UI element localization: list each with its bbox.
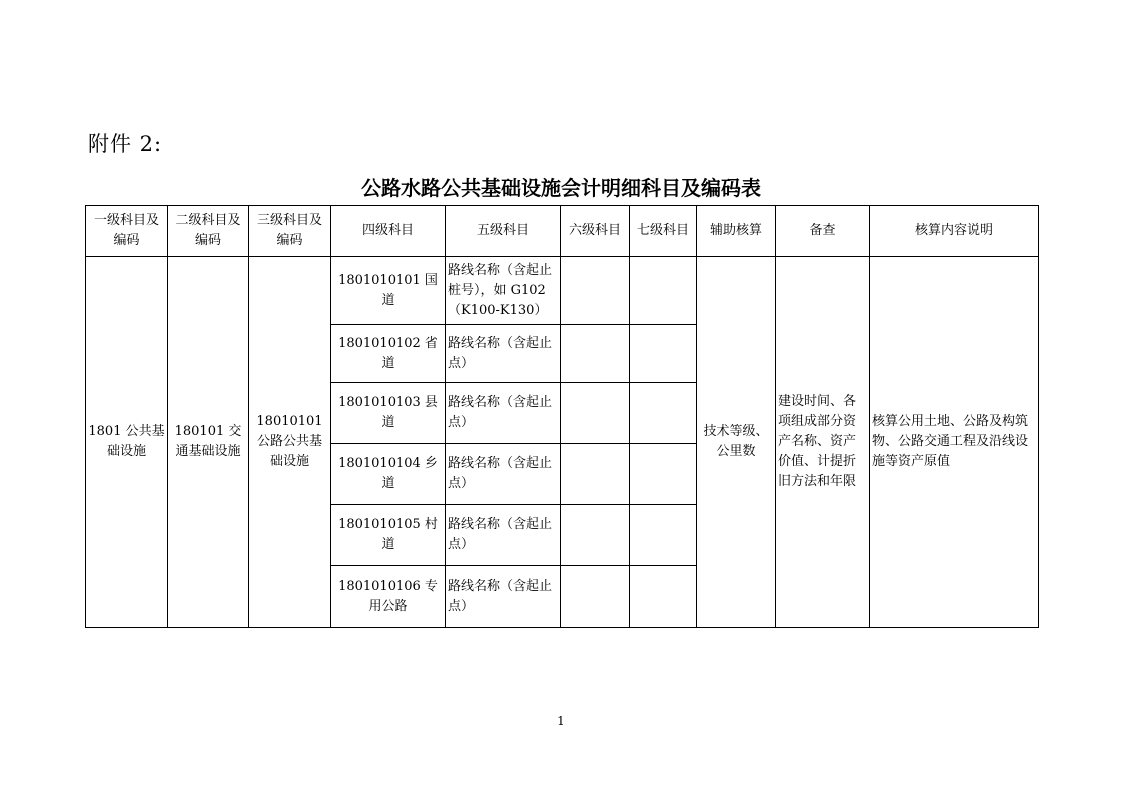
- header-level6: 六级科目: [561, 206, 630, 257]
- attachment-label: 附件 2:: [88, 132, 163, 156]
- header-level1: 一级科目及编码: [86, 206, 168, 257]
- level4-cell: 1801010106 专用公路: [331, 566, 446, 628]
- description-cell: 核算公用土地、公路及构筑物、公路交通工程及沿线设施等资产原值: [870, 257, 1039, 628]
- level7-cell: [630, 444, 697, 505]
- table-row: [86, 257, 1039, 325]
- account-code-table: [85, 205, 1039, 628]
- level6-cell: [561, 444, 630, 505]
- level5-cell: 路线名称（含起止点）: [446, 505, 561, 566]
- level4-cell: 1801010103 县道: [331, 383, 446, 444]
- level5-cell: 路线名称（含起止点）: [446, 383, 561, 444]
- header-level3: 三级科目及编码: [249, 206, 331, 257]
- level6-cell: [561, 257, 630, 325]
- level4-cell: 1801010104 乡道: [331, 444, 446, 505]
- level6-cell: [561, 566, 630, 628]
- level7-cell: [630, 505, 697, 566]
- level6-cell: [561, 383, 630, 444]
- level7-cell: [630, 383, 697, 444]
- header-level7: 七级科目: [630, 206, 697, 257]
- auxiliary-cell: 技术等级、公里数: [697, 257, 776, 628]
- level7-cell: [630, 566, 697, 628]
- level2-cell: 180101 交通基础设施: [168, 257, 249, 628]
- level1-cell: 1801 公共基础设施: [86, 257, 168, 628]
- level5-cell: 路线名称（含起止点）: [446, 566, 561, 628]
- header-description: 核算内容说明: [870, 206, 1039, 257]
- page-title: 公路水路公共基础设施会计明细科目及编码表: [361, 176, 761, 200]
- header-auxiliary: 辅助核算: [697, 206, 776, 257]
- level6-cell: [561, 325, 630, 383]
- level6-cell: [561, 505, 630, 566]
- header-level4: 四级科目: [331, 206, 446, 257]
- level4-cell: 1801010105 村道: [331, 505, 446, 566]
- level4-cell: 1801010101 国道: [331, 257, 446, 325]
- level7-cell: [630, 325, 697, 383]
- header-level2: 二级科目及编码: [168, 206, 249, 257]
- level5-cell: 路线名称（含起止点）: [446, 325, 561, 383]
- level5-cell: 路线名称（含起止点）: [446, 444, 561, 505]
- memo-cell: 建设时间、各项组成部分资产名称、资产价值、计提折旧方法和年限: [776, 257, 870, 628]
- page-number: 1: [557, 714, 565, 728]
- header-level5: 五级科目: [446, 206, 561, 257]
- header-memo: 备查: [776, 206, 870, 257]
- level7-cell: [630, 257, 697, 325]
- level5-cell: 路线名称（含起止桩号），如 G102（K100-K130）: [446, 257, 561, 325]
- table-header-row: [86, 206, 1039, 257]
- level3-cell: 18010101 公路公共基础设施: [249, 257, 331, 628]
- level4-cell: 1801010102 省道: [331, 325, 446, 383]
